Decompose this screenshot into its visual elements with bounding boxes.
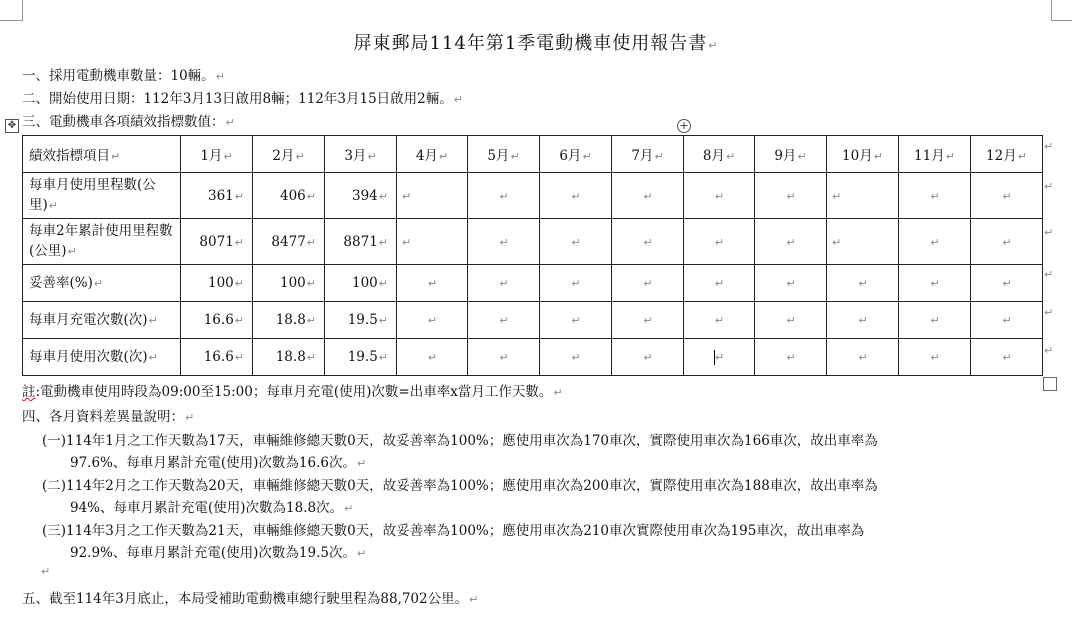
empty-cell[interactable]: ↵ <box>397 219 468 265</box>
empty-cell[interactable]: ↵ <box>827 302 899 339</box>
section-4-paragraph-1[interactable]: (一)114年1月之工作天數為17天，車輛維修總天數0天，故妥善率為100%；應使用車次為170車次，實際使用車次為166車次，故出車率為 <box>42 433 878 449</box>
kpi-table <box>22 135 1043 376</box>
empty-cell[interactable]: ↵ <box>684 173 755 219</box>
empty-cell[interactable]: ↵ <box>899 173 971 219</box>
empty-cell[interactable]: ↵ <box>899 302 971 339</box>
table-row <box>23 302 1043 339</box>
empty-cell[interactable]: ↵ <box>971 302 1043 339</box>
empty-cell[interactable]: ↵ <box>971 173 1043 219</box>
item-1-vehicle-count[interactable]: 一、採用電動機車數量：10輛。↵ <box>22 68 225 84</box>
empty-cell[interactable]: ↵ <box>540 302 612 339</box>
empty-cell[interactable]: ↵ <box>755 219 827 265</box>
header-cell[interactable]: 1月↵ <box>181 136 253 173</box>
page-corner-top-right <box>1051 0 1072 21</box>
empty-cell[interactable]: ↵ <box>827 219 899 265</box>
value-cell[interactable]: 100↵ <box>253 265 325 302</box>
header-cell[interactable]: 9月↵ <box>755 136 827 173</box>
empty-cell[interactable]: ↵ <box>827 173 899 219</box>
page-corner-top-left <box>0 0 23 21</box>
empty-cell[interactable]: ↵ <box>540 219 612 265</box>
empty-cell[interactable]: ↵ <box>684 265 755 302</box>
table-row <box>23 173 1043 219</box>
table-row <box>23 339 1043 376</box>
value-cell[interactable]: 100↵ <box>181 265 253 302</box>
paragraph-mark: ↵ <box>708 39 719 52</box>
empty-cell[interactable]: ↵ <box>684 219 755 265</box>
empty-cell[interactable]: ↵ <box>827 339 899 376</box>
end-of-row-mark: ↵ <box>1044 268 1054 281</box>
table-row <box>23 219 1043 265</box>
empty-cell[interactable]: ↵ <box>468 302 540 339</box>
value-cell[interactable]: 19.5↵ <box>325 339 397 376</box>
empty-cell[interactable]: ↵ <box>612 265 684 302</box>
empty-cell[interactable]: ↵ <box>468 339 540 376</box>
document-title[interactable]: 屏東郵局114年第1季電動機車使用報告書↵ <box>353 33 719 54</box>
empty-cell[interactable]: ↵ <box>971 339 1043 376</box>
empty-cell[interactable]: ↵ <box>468 265 540 302</box>
table-row <box>23 265 1043 302</box>
empty-cell[interactable]: ↵ <box>827 265 899 302</box>
header-cell[interactable]: 6月↵ <box>540 136 612 173</box>
empty-cell[interactable]: ↵ <box>612 219 684 265</box>
empty-cell[interactable]: ↵ <box>540 173 612 219</box>
value-cell[interactable]: 19.5↵ <box>325 302 397 339</box>
header-cell[interactable]: 2月↵ <box>253 136 325 173</box>
section-4-paragraph-3-cont[interactable]: 92.9%、每車月累計充電(使用)次數為19.5次。↵ <box>70 545 367 561</box>
end-of-row-mark: ↵ <box>1044 344 1054 357</box>
value-cell[interactable]: 394↵ <box>325 173 397 219</box>
end-of-row-mark: ↵ <box>1044 306 1054 319</box>
empty-cell[interactable]: ↵ <box>755 339 827 376</box>
empty-cell-with-caret[interactable]: ↵ <box>684 339 755 376</box>
row-label-cell[interactable]: 每車月使用次數(次)↵ <box>23 339 181 376</box>
value-cell[interactable]: 8871↵ <box>325 219 397 265</box>
header-cell[interactable]: 12月↵ <box>971 136 1043 173</box>
value-cell[interactable]: 8071↵ <box>181 219 253 265</box>
empty-cell[interactable]: ↵ <box>755 302 827 339</box>
value-cell[interactable]: 406↵ <box>253 173 325 219</box>
header-cell[interactable]: 8月↵ <box>684 136 755 173</box>
row-label-cell[interactable]: 每車2年累計使用里程數(公里)↵ <box>23 219 181 265</box>
header-cell[interactable]: 4月↵ <box>397 136 468 173</box>
empty-cell[interactable]: ↵ <box>755 173 827 219</box>
section-5-total-mileage[interactable]: 五、截至114年3月底止，本局受補助電動機車總行駛里程為88,702公里。↵ <box>22 591 479 607</box>
empty-cell[interactable]: ↵ <box>684 302 755 339</box>
header-cell[interactable]: 7月↵ <box>612 136 684 173</box>
empty-cell[interactable]: ↵ <box>612 339 684 376</box>
empty-cell[interactable]: ↵ <box>612 173 684 219</box>
table-move-handle-icon[interactable]: ✥ <box>5 119 19 133</box>
section-4-paragraph-3[interactable]: (三)114年3月之工作天數為21天，車輛維修總天數0天，故妥善率為100%；應使用車次為210車次實際使用車次為195車次，故出車率為 <box>42 523 865 539</box>
row-label-cell[interactable]: 妥善率(%)↵ <box>23 265 181 302</box>
header-cell[interactable]: 績效指標項目↵ <box>23 136 181 173</box>
value-cell[interactable]: 18.8↵ <box>253 339 325 376</box>
header-cell[interactable]: 3月↵ <box>325 136 397 173</box>
empty-cell[interactable]: ↵ <box>540 265 612 302</box>
row-label-cell[interactable]: 每車月使用里程數(公里)↵ <box>23 173 181 219</box>
empty-cell[interactable]: ↵ <box>468 173 540 219</box>
end-of-row-mark: ↵ <box>1044 180 1054 193</box>
empty-cell[interactable]: ↵ <box>468 219 540 265</box>
empty-cell[interactable]: ↵ <box>755 265 827 302</box>
item-2-start-date[interactable]: 二、開始使用日期：112年3月13日啟用8輛；112年3月15日啟用2輛。↵ <box>22 91 463 107</box>
value-cell[interactable]: 8477↵ <box>253 219 325 265</box>
empty-cell[interactable]: ↵ <box>397 265 468 302</box>
end-of-row-mark: ↵ <box>1044 226 1054 239</box>
empty-cell[interactable]: ↵ <box>971 219 1043 265</box>
item-3-kpi-heading[interactable]: 三、電動機車各項績效指標數值：↵ <box>22 114 235 130</box>
section-4-heading[interactable]: 四、各月資料差異量說明：↵ <box>22 409 195 425</box>
section-4-paragraph-2-cont[interactable]: 94%、每車月累計充電(使用)次數為18.8次。↵ <box>70 500 354 516</box>
end-of-row-mark: ↵ <box>1044 140 1054 153</box>
value-cell[interactable]: 18.8↵ <box>253 302 325 339</box>
empty-cell[interactable]: ↵ <box>899 339 971 376</box>
table-note[interactable]: 註:電動機車使用時段為09:00至15:00；每車月充電(使用)次數=出車率x當月工作天數。↵ <box>22 384 563 400</box>
empty-cell[interactable]: ↵ <box>397 339 468 376</box>
empty-cell[interactable]: ↵ <box>899 219 971 265</box>
header-cell[interactable]: 11月↵ <box>899 136 971 173</box>
header-cell[interactable]: 10月↵ <box>827 136 899 173</box>
empty-cell[interactable]: ↵ <box>899 265 971 302</box>
value-cell[interactable]: 16.6↵ <box>181 302 253 339</box>
section-4-paragraph-2[interactable]: (二)114年2月之工作天數為20天，車輛維修總天數0天，故妥善率為100%；應使用車次為200車次，實際使用車次為188車次，故出車率為 <box>42 478 878 494</box>
empty-cell[interactable]: ↵ <box>540 339 612 376</box>
header-cell[interactable]: 5月↵ <box>468 136 540 173</box>
empty-cell[interactable]: ↵ <box>397 302 468 339</box>
value-cell[interactable]: 100↵ <box>325 265 397 302</box>
value-cell[interactable]: 361↵ <box>181 173 253 219</box>
row-label-cell[interactable]: 每車月充電次數(次)↵ <box>23 302 181 339</box>
empty-cell[interactable]: ↵ <box>612 302 684 339</box>
empty-paragraph[interactable]: ↵ <box>41 565 51 578</box>
table-header-row <box>23 136 1043 173</box>
empty-cell[interactable]: ↵ <box>397 173 468 219</box>
insert-column-icon[interactable]: + <box>677 119 691 133</box>
section-4-paragraph-1-cont[interactable]: 97.6%、每車月累計充電(使用)次數為16.6次。↵ <box>70 455 367 471</box>
value-cell[interactable]: 16.6↵ <box>181 339 253 376</box>
empty-cell[interactable]: ↵ <box>971 265 1043 302</box>
table-resize-handle[interactable] <box>1043 377 1057 391</box>
